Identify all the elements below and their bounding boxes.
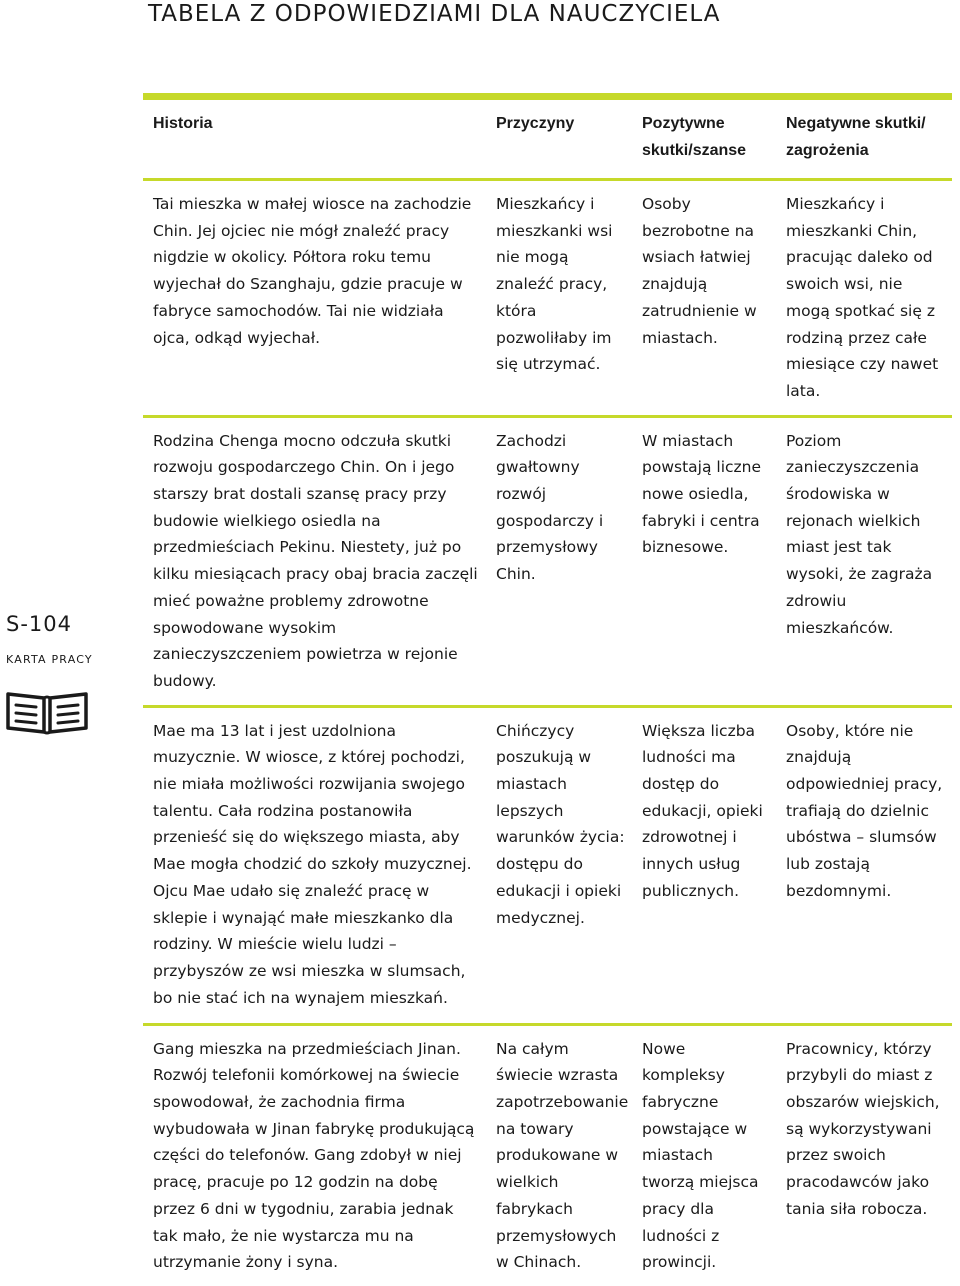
- cell-pozytywne: Nowe kompleksy fabryczne powstające w miastach tworzą miejsca pracy dla ludności z prowincji.: [632, 1024, 776, 1286]
- header-przyczyny: Przyczyny: [486, 100, 632, 180]
- cell-pozytywne: W miastach powstają liczne nowe osiedla, fabryki i centra biznesowe.: [632, 416, 776, 706]
- cell-historia: Tai mieszka w małej wiosce na zachodzie Chin. Jej ojciec nie mógł znaleźć pracy nigdzie w okolicy. Półtora roku temu wyjechał do Szanghaju, gdzie pracuje w fabryce samochodów. Tai nie widziała ojca, odkąd wyjechał.: [153, 195, 472, 347]
- cell-negatywne: Osoby, które nie znajdują odpowiedniej pracy, trafiają do dzielnic ubóstwa – slumsów lub zostają bezdomnymi.: [776, 706, 952, 1024]
- cell-negatywne: Mieszkańcy i mieszkanki Chin, pracując daleko od swoich wsi, nie mogą spotkać się z rodziną przez całe miesiące czy nawet lata.: [786, 195, 939, 400]
- table-row: [143, 1024, 952, 1286]
- cell-pozytywne: Osoby bezrobotne na wsiach łatwiej znajdują zatrudnienie w miastach.: [642, 195, 757, 347]
- header-accent-bar: [143, 93, 952, 100]
- table-row: [143, 416, 952, 706]
- answers-table: [143, 100, 952, 1286]
- table-row: [143, 706, 952, 1024]
- worksheet-code: S-104: [6, 612, 72, 636]
- page-title: TABELA Z ODPOWIEDZIAMI DLA NAUCZYCIELA: [148, 1, 721, 27]
- header-pozytywne: Pozytywne skutki/szanse: [632, 100, 776, 180]
- header-historia: Historia: [143, 100, 486, 180]
- cell-historia: Rodzina Chenga mocno odczuła skutki rozwoju gospodarczego Chin. On i jego starszy brat dostali szansę pracy przy budowie wielkiego osiedla na przedmieściach Pekinu. Niestety, już po kilku miesiącach pracy obaj bracia zaczęli mieć poważne problemy zdrowotne spowodowane wysokim zanieczyszczeniem powietrza w rejonie budowy.: [143, 416, 486, 706]
- cell-przyczyny: Mieszkańcy i mieszkanki wsi nie mogą znaleźć pracy, która pozwoliłaby im się utrzymać.: [496, 195, 613, 374]
- table-row: [143, 180, 952, 417]
- cell-historia: Gang mieszka na przedmieściach Jinan. Rozwój telefonii komórkowej na świecie spowodował, że zachodnia firma wybudowała w Jinan fabrykę produkującą części do telefonów. Gang zdobył w niej pracę, pracuje po 12 godzin na dobę przez 6 dni w tygodniu, zarabia jednak tak mało, że nie wystarcza mu na utrzymanie żony i syna.: [143, 1024, 486, 1286]
- cell-pozytywne: Większa liczba ludności ma dostęp do edukacji, opieki zdrowotnej i innych usług publicznych.: [632, 706, 776, 1024]
- cell-negatywne: Pracownicy, którzy przybyli do miast z obszarów wiejskich, są wykorzystywani przez swoich pracodawców jako tania siła robocza.: [776, 1024, 952, 1286]
- cell-przyczyny: Na całym świecie wzrasta zapotrzebowanie na towary produkowane w wielkich fabrykach przemysłowych w Chinach.: [486, 1024, 632, 1286]
- open-book-icon: [4, 686, 90, 736]
- cell-przyczyny: Chińczycy poszukują w miastach lepszych warunków życia: dostępu do edukacji i opieki medycznej.: [486, 706, 632, 1024]
- cell-przyczyny: Zachodzi gwałtowny rozwój gospodarczy i przemysłowy Chin.: [486, 416, 632, 706]
- cell-historia: Mae ma 13 lat i jest uzdolniona muzycznie. W wiosce, z której pochodzi, nie miała możliwości rozwijania swojego talentu. Cała rodzina postanowiła przenieść się do większego miasta, aby Mae mogła chodzić do szkoły muzycznej. Ojcu Mae udało się znaleźć pracę w sklepie i wynająć małe mieszkanko dla rodziny. W mieście wielu ludzi – przybyszów ze wsi mieszka w slumsach, bo nie stać ich na wynajem mieszkań.: [143, 706, 486, 1024]
- table-header-row: [143, 100, 952, 180]
- cell-negatywne: Poziom zanieczyszczenia środowiska w rejonach wielkich miast jest tak wysoki, że zagraża zdrowiu mieszkańców.: [776, 416, 952, 706]
- header-negatywne: Negatywne skutki/ zagrożenia: [776, 100, 952, 180]
- worksheet-label: KARTA PRACY: [6, 653, 93, 666]
